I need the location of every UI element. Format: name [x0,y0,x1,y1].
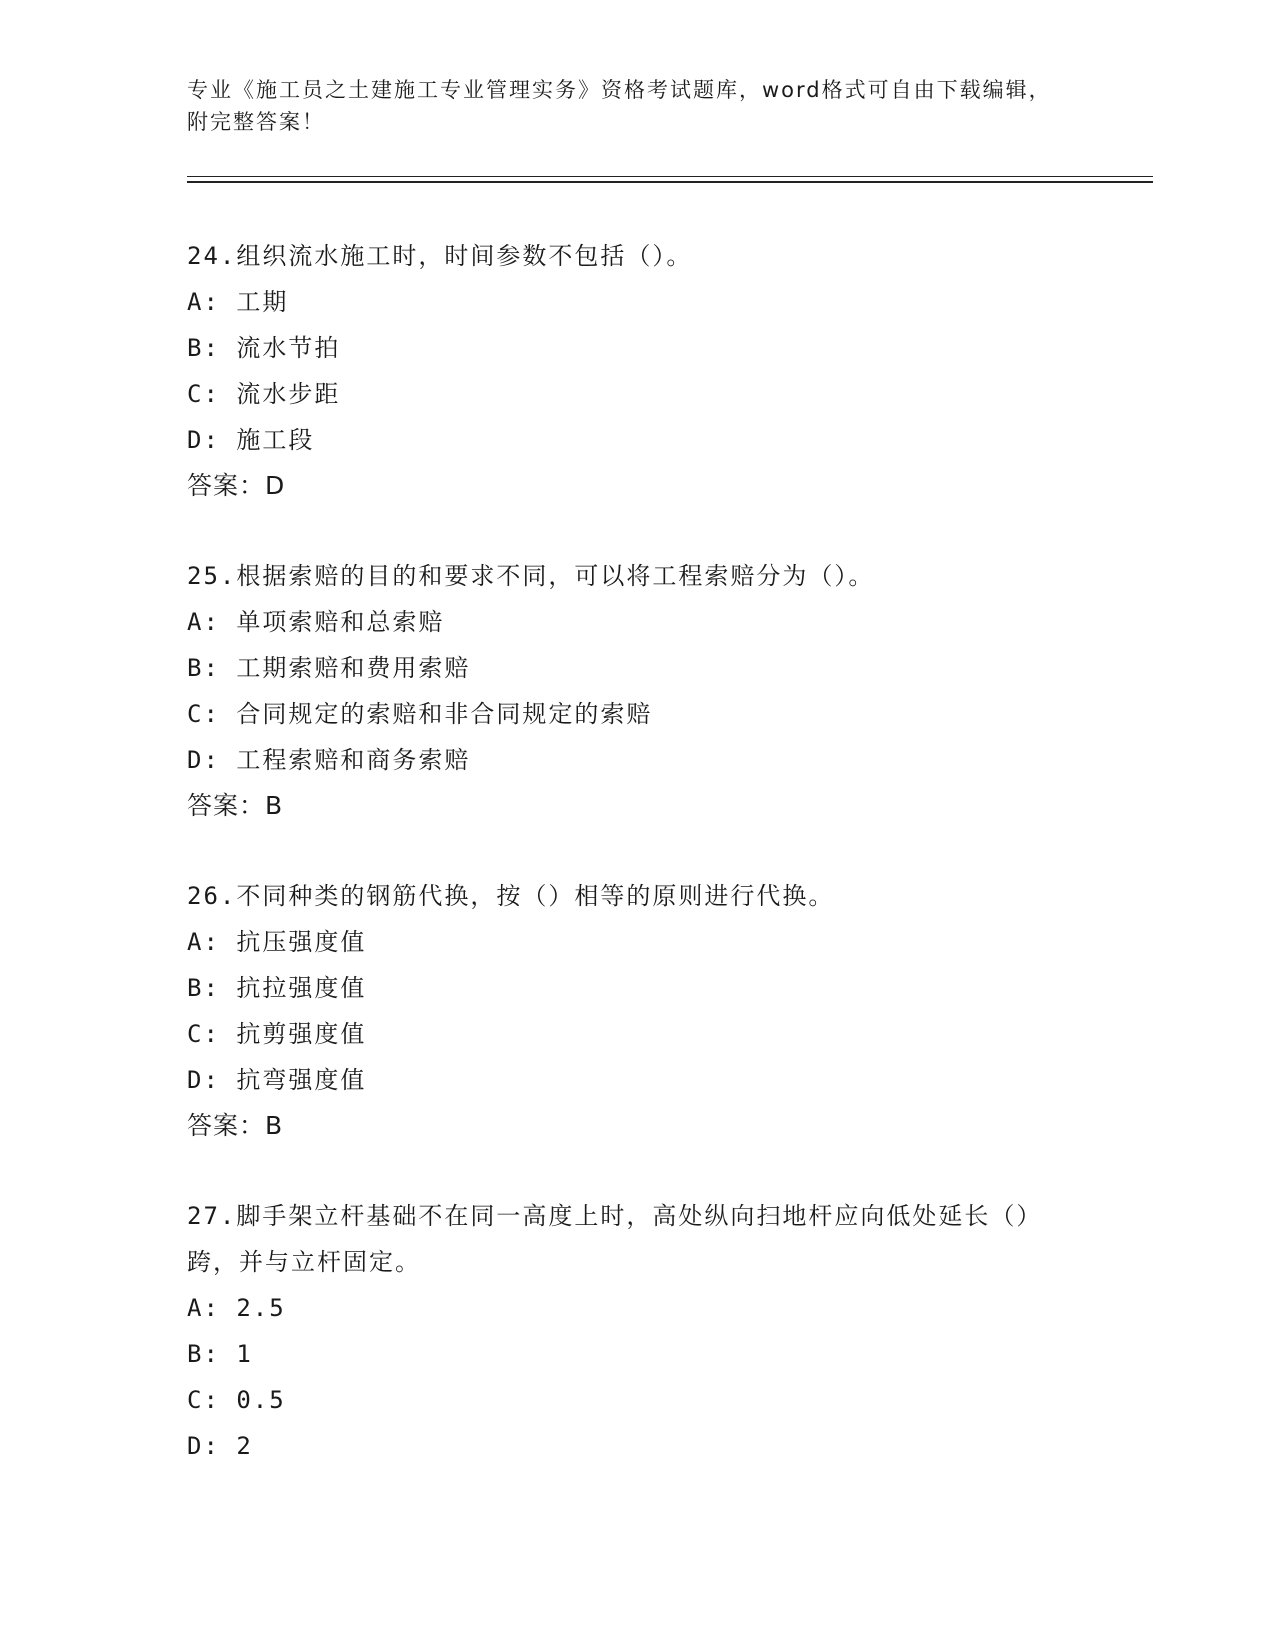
question-stem: 26.不同种类的钢筋代换，按（）相等的原则进行代换。 [187,882,835,910]
question-stem: 27.脚手架立杆基础不在同一高度上时，高处纵向扫地杆应向低处延长（）跨，并与立杆固定。 [187,1202,1043,1276]
option-c: C: 0.5 [187,1386,286,1414]
option-d: D: 施工段 [187,426,315,454]
option-d: D: 抗弯强度值 [187,1066,367,1094]
option-a: A: 2.5 [187,1294,286,1322]
option-a: A: 抗压强度值 [187,928,367,956]
option-d: D: 2 [187,1432,253,1460]
question-26 [187,873,1087,1149]
header-divider-top [187,176,1153,177]
question-24 [187,233,1087,509]
option-c: C: 流水步距 [187,380,341,408]
question-25 [187,553,1087,829]
option-c: C: 合同规定的索赔和非合同规定的索赔 [187,700,653,728]
option-d: D: 工程索赔和商务索赔 [187,746,471,774]
answer: 答案：B [187,1111,284,1140]
answer: 答案：D [187,471,286,500]
option-b: B: 工期索赔和费用索赔 [187,654,471,682]
option-c: C: 抗剪强度值 [187,1020,367,1048]
option-b: B: 流水节拍 [187,334,341,362]
answer: 答案：B [187,791,284,820]
option-a: A: 工期 [187,288,289,316]
question-stem: 24.组织流水施工时，时间参数不包括（）。 [187,242,693,270]
question-stem: 25.根据索赔的目的和要求不同，可以将工程索赔分为（）。 [187,562,875,590]
option-b: B: 1 [187,1340,253,1368]
option-b: B: 抗拉强度值 [187,974,367,1002]
document-header: 专业《施工员之土建施工专业管理实务》资格考试题库，word格式可自由下载编辑，附完整答案！ [187,78,1052,134]
header-divider-bottom [187,181,1153,183]
option-a: A: 单项索赔和总索赔 [187,608,445,636]
question-27 [187,1193,1087,1469]
